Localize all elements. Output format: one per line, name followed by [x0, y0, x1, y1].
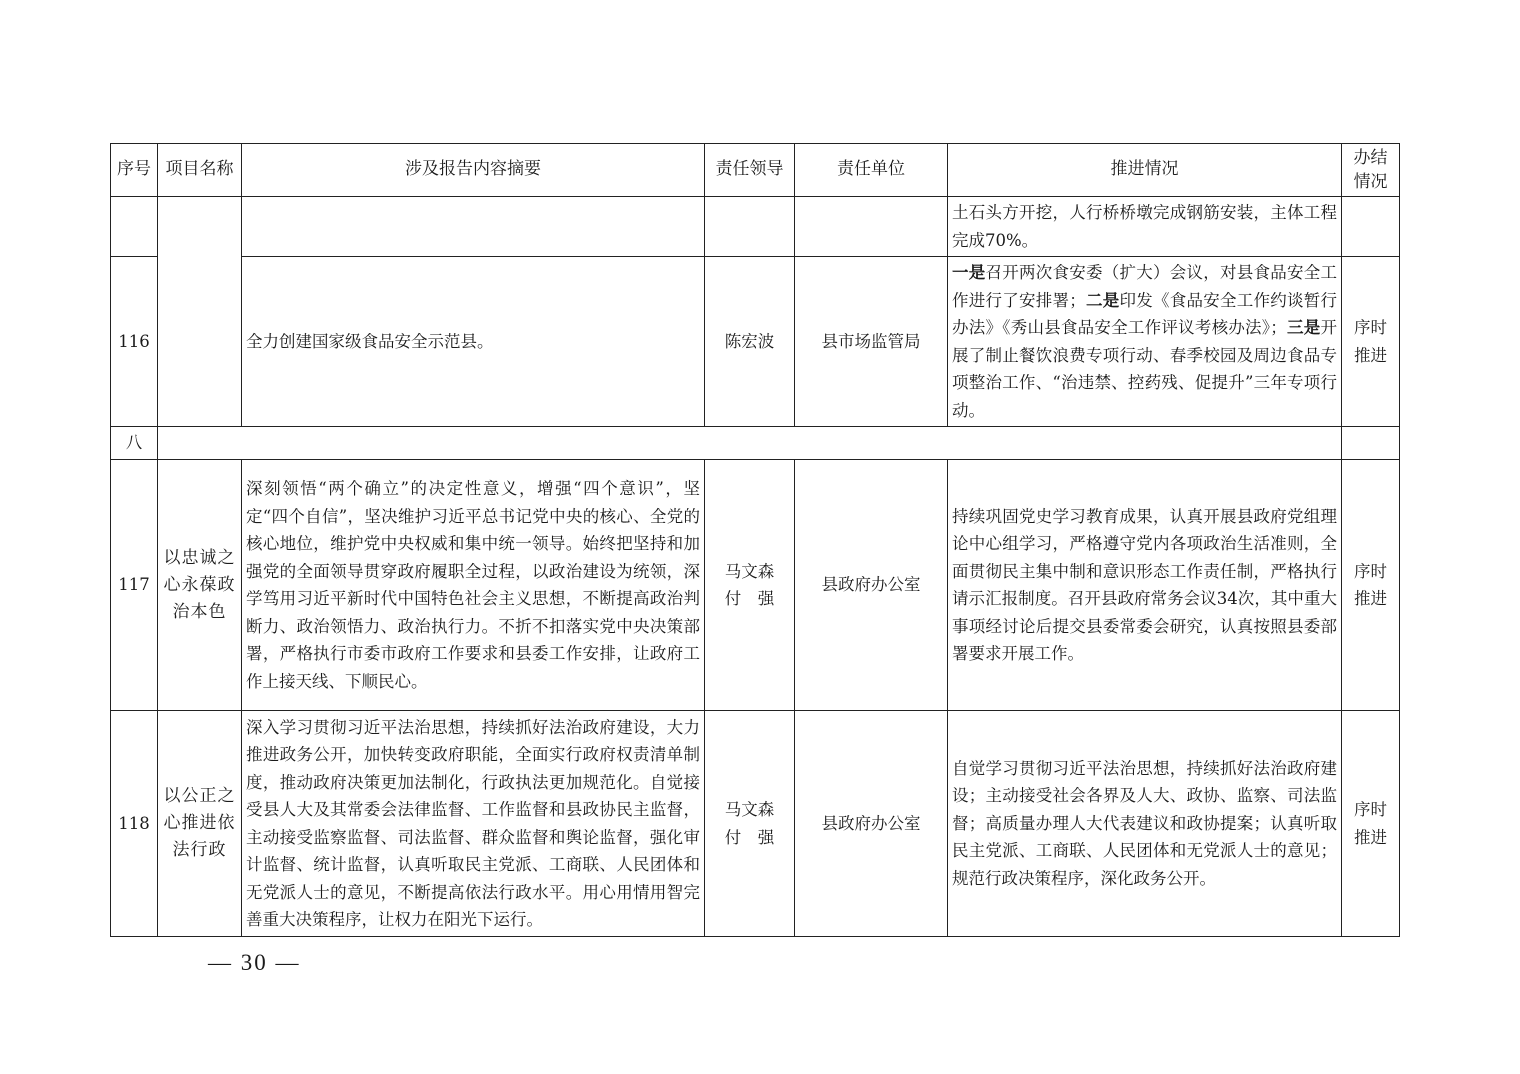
- table-row-118: [111, 711, 1400, 937]
- progress-text-2: 印发《食品安全工作约谈暂行办法》《秀山县食品安全工作评议考核办法》；: [952, 290, 1337, 337]
- row-status: [1342, 711, 1400, 937]
- progress-text-3: 开展了制止餐饮浪费专项行动、春季校园及周边食品专项整治工作、“治违禁、控药残、促提升”三年专项行动。: [952, 318, 1338, 420]
- project-line: 以忠诚之: [163, 547, 236, 568]
- row-leader: [705, 711, 795, 937]
- row-leader: [705, 197, 795, 257]
- progress-lead-1: 一是: [952, 263, 986, 282]
- row-status: [1342, 257, 1400, 427]
- section-status: [1342, 427, 1400, 460]
- leader-name: 付 强: [724, 589, 775, 608]
- leader-name: 马文森: [724, 561, 775, 581]
- leader-name: 付 强: [724, 827, 775, 847]
- row-unit: 县市场监管局: [795, 257, 948, 427]
- header-status: [1342, 144, 1400, 197]
- row-progress: 自觉学习贯彻习近平法治思想，持续抓好法治政府建设；主动接受社会各界及人大、政协、监察、司法监督；高质量办理人大代表建议和政协提案；认真听取民主党派、工商联、人民团体和无党派人士的意见；规范行政决策程序，深化政务公开。: [948, 711, 1342, 937]
- row-unit: 县政府办公室: [795, 460, 948, 711]
- row-unit: 县政府办公室: [795, 711, 948, 937]
- status-line2: 推进: [1354, 827, 1387, 847]
- header-status-line2: 情况: [1353, 172, 1388, 192]
- project-line: 治本色: [172, 601, 227, 622]
- row-leader: 陈宏波: [705, 257, 795, 427]
- row-no: 116: [111, 257, 158, 427]
- table-row-117: [111, 460, 1400, 711]
- row-unit: [795, 197, 948, 257]
- project-line: 以公正之: [163, 786, 236, 806]
- status-line2: 推进: [1354, 589, 1387, 608]
- header-no: 序号: [111, 144, 158, 197]
- header-summary: 涉及报告内容摘要: [242, 144, 705, 197]
- section-row: [111, 427, 1400, 460]
- project-line: 法行政: [172, 840, 227, 860]
- page-number: — 30 —: [208, 950, 301, 975]
- row-summary: [242, 197, 705, 257]
- row-status: [1342, 460, 1400, 711]
- header-project: 项目名称: [158, 144, 242, 197]
- row-progress: 土石头方开挖，人行桥桥墩完成钢筋安装，主体工程完成70%。: [948, 197, 1342, 257]
- document-table-container: [110, 143, 1400, 937]
- row-summary: 深刻领悟“两个确立”的决定性意义，增强“四个意识”，坚定“四个自信”，坚决维护习近平总书记党中央的核心、全党的核心地位，维护党中央权威和集中统一领导。始终把坚持和加强党的全面领导贯穿政府履职全过程，以政治建设为统领，深学笃用习近平新时代中国特色社会主义思想，不断提高政治判断力、政治领悟力、政治执行力。不折不扣落实党中央决策部署，严格执行市委市政府工作要求和县委工作安排，让政府工作上接天线、下顺民心。: [242, 460, 705, 711]
- status-line1: 序时: [1354, 800, 1387, 819]
- status-line1: 序时: [1354, 561, 1387, 581]
- table-header-row: [111, 144, 1400, 197]
- row-summary: 全力创建国家级食品安全示范县。: [242, 257, 705, 427]
- header-unit: 责任单位: [795, 144, 948, 197]
- progress-lead-2: 二是: [1085, 290, 1120, 310]
- row-no: [111, 197, 158, 257]
- section-title: [158, 427, 1342, 460]
- row-progress: 持续巩固党史学习教育成果，认真开展县政府党组理论中心组学习，严格遵守党内各项政治生活准则，全面贯彻民主集中制和意识形态工作责任制，严格执行请示汇报制度。召开县政府常务会议34次，其中重大事项经讨论后提交县委常委会研究，认真按照县委部署要求开展工作。: [948, 460, 1342, 711]
- row-leader: [705, 460, 795, 711]
- status-line2: 推进: [1354, 345, 1387, 365]
- progress-text-1: 召开两次食安委（扩大）会议，对县食品安全工作进行了安排署；: [952, 263, 1337, 310]
- table-row-continued: [111, 197, 1400, 257]
- row-project: [158, 197, 242, 427]
- row-no: 118: [111, 711, 158, 937]
- row-summary: 深入学习贯彻习近平法治思想，持续抓好法治政府建设，大力推进政务公开，加快转变政府职能，全面实行政府权责清单制度，推动政府决策更加法制化，行政执法更加规范化。自觉接受县人大及其常委会法律监督、工作监督和县政协民主监督，主动接受监察监督、司法监督、群众监督和舆论监督，强化审计监督、统计监督，认真听取民主党派、工商联、人民团体和无党派人士的意见，不断提高依法行政水平。用心用情用智完善重大决策程序，让权力在阳光下运行。: [242, 711, 705, 937]
- header-leader: 责任领导: [705, 144, 795, 197]
- row-project: [158, 711, 242, 937]
- progress-lead-3: 三是: [1286, 318, 1321, 337]
- row-progress: [948, 257, 1342, 427]
- header-status-line1: 办结: [1353, 148, 1388, 168]
- work-progress-table: [110, 143, 1400, 937]
- leader-name: 马文森: [724, 800, 775, 819]
- project-line: 心推进依: [163, 813, 236, 833]
- header-progress: 推进情况: [948, 144, 1342, 197]
- status-line1: 序时: [1354, 318, 1387, 337]
- row-no: 117: [111, 460, 158, 711]
- row-project: [158, 460, 242, 711]
- section-number: 八: [111, 427, 158, 460]
- table-row-116: [111, 257, 1400, 427]
- project-line: 心永葆政: [163, 574, 236, 595]
- row-status: [1342, 197, 1400, 257]
